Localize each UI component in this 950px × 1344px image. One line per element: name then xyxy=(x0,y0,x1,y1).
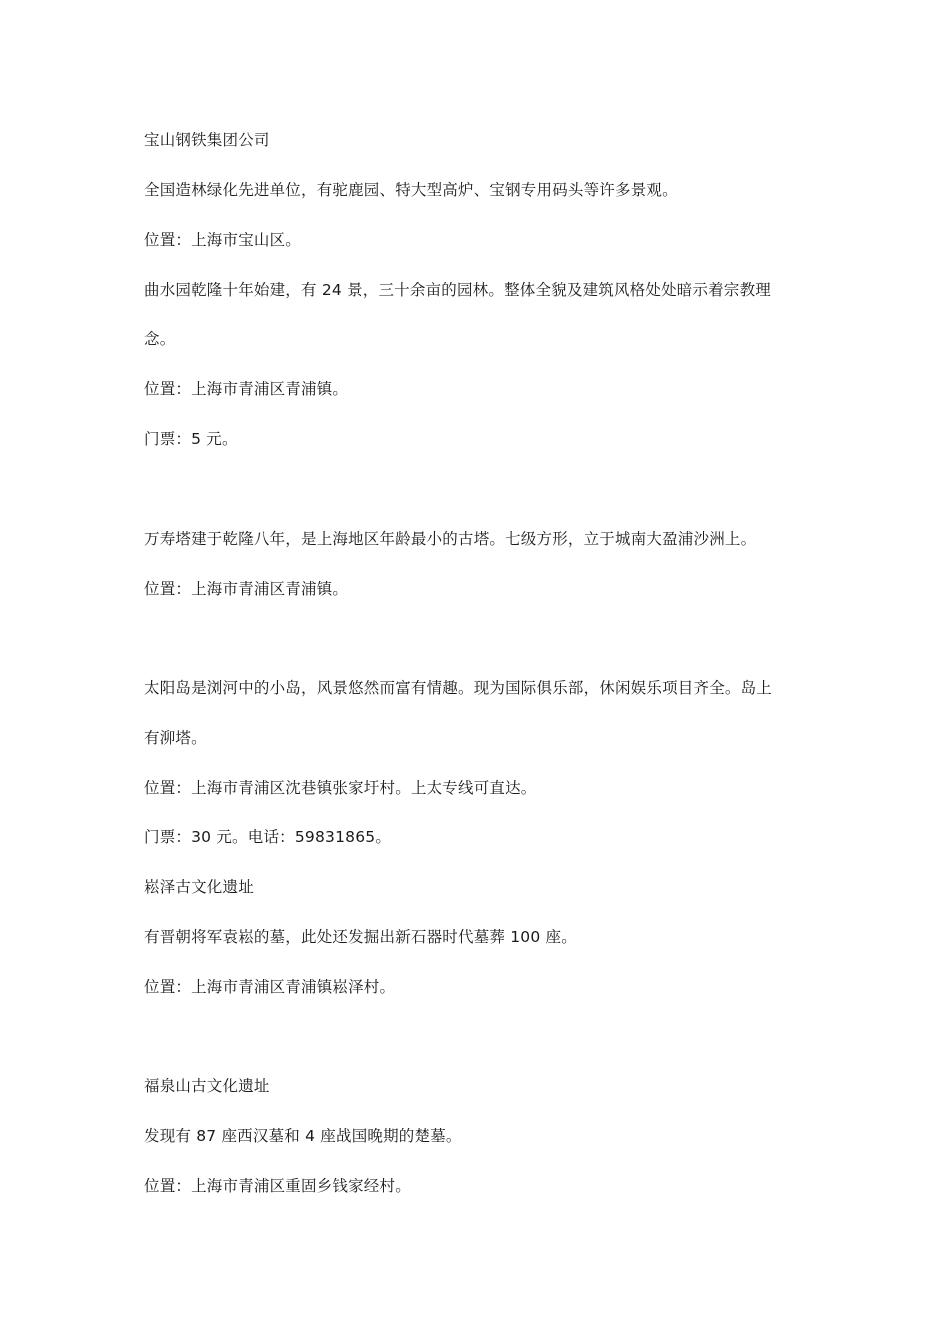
location-line: 位置：上海市青浦区青浦镇崧泽村。 xyxy=(144,978,396,996)
location-line: 位置：上海市青浦区重固乡钱家经村。 xyxy=(144,1177,411,1195)
paragraph-line: 有泖塔。 xyxy=(144,729,207,747)
heading-fuquanshan-site: 福泉山古文化遗址 xyxy=(144,1077,270,1095)
paragraph-line: 念。 xyxy=(144,330,176,348)
paragraph-line: 发现有 87 座西汉墓和 4 座战国晚期的楚墓。 xyxy=(144,1127,462,1145)
paragraph-line: 万寿塔建于乾隆八年，是上海地区年龄最小的古塔。七级方形，立于城南大盈浦沙洲上。 xyxy=(144,530,757,548)
location-line: 位置：上海市青浦区沈巷镇张家圩村。上太专线可直达。 xyxy=(144,779,537,797)
paragraph-line: 曲水园乾隆十年始建，有 24 景，三十余亩的园林。整体全貌及建筑风格处处暗示着宗教理 xyxy=(144,281,771,299)
heading-baoshan-steel: 宝山钢铁集团公司 xyxy=(144,131,270,149)
paragraph-line: 有晋朝将军袁崧的墓，此处还发掘出新石器时代墓葬 100 座。 xyxy=(144,928,577,946)
heading-songze-site: 崧泽古文化遗址 xyxy=(144,878,254,896)
paragraph-line: 全国造林绿化先进单位，有驼鹿园、特大型高炉、宝钢专用码头等许多景观。 xyxy=(144,181,678,199)
location-line: 位置：上海市宝山区。 xyxy=(144,231,302,249)
location-line: 位置：上海市青浦区青浦镇。 xyxy=(144,380,349,398)
paragraph-line: 太阳岛是浏河中的小岛，风景悠然而富有情趣。现为国际俱乐部，休闲娱乐项目齐全。岛上 xyxy=(144,679,773,697)
location-line: 位置：上海市青浦区青浦镇。 xyxy=(144,580,349,598)
ticket-line: 门票：5 元。 xyxy=(144,430,238,448)
ticket-line: 门票：30 元。电话：59831865。 xyxy=(144,828,392,846)
